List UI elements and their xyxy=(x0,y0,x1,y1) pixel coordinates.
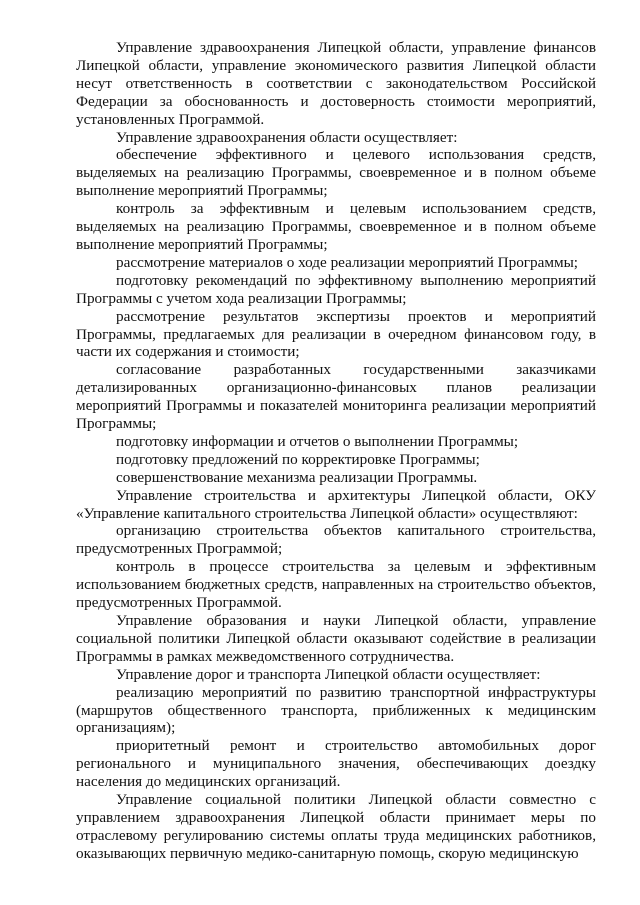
list-item: контроль в процессе строительства за целевым и эффективным использованием бюджетных средств, направленных на строительство объектов, предусмотренных Программой. xyxy=(76,558,596,612)
list-item: подготовку рекомендаций по эффективному выполнению мероприятий Программы с учетом хода реализации Программы; xyxy=(76,271,596,307)
list-item: совершенствование механизма реализации Программы. xyxy=(116,468,478,486)
list-item: рассмотрение материалов о ходе реализации мероприятий Программы; xyxy=(116,253,579,271)
paragraph-education-dept: Управление образования и науки Липецкой области, управление социальной политики Липецкой области оказывают содействие в реализации Программы в рамках межведомственного сотрудничества. xyxy=(76,612,596,665)
list-item: организацию строительства объектов капитального строительства, предусмотренных Программой; xyxy=(76,522,596,558)
paragraph-transport-dept-intro: Управление дорог и транспорта Липецкой области осуществляет: xyxy=(116,665,541,683)
paragraph-responsibility: Управление здравоохранения Липецкой области, управление финансов Липецкой области, управление экономического развития Липецкой области несут ответственность в соответствии с законодательством Российской Федерации за обоснованность и достоверность стоимости мероприятий, установленных Программой. xyxy=(76,39,596,128)
list-item: рассмотрение результатов экспертизы проектов и мероприятий Программы, предлагаемых для реализации в очередном финансовом году, в части их содержания и стоимости; xyxy=(76,307,596,361)
paragraph-social-policy-dept: Управление социальной политики Липецкой области совместно с управлением здравоохранения Липецкой области принимает меры по отраслевому регулированию системы оплаты труда медицинских работников, оказывающих первичную медико-санитарную помощь, скорую медицинскую xyxy=(76,791,596,862)
list-item: обеспечение эффективного и целевого использования средств, выделяемых на реализацию Программы, своевременное и в полном объеме выполнение мероприятий Программы; xyxy=(76,146,596,200)
list-item: реализацию мероприятий по развитию транспортной инфраструктуры (маршрутов общественного транспорта, приближенных к медицинским организациям); xyxy=(76,683,596,737)
document-page xyxy=(76,39,596,863)
list-item: контроль за эффективным и целевым использованием средств, выделяемых на реализацию Программы, своевременное и в полном объеме выполнение мероприятий Программы; xyxy=(76,200,596,253)
list-item: подготовку информации и отчетов о выполнении Программы; xyxy=(116,432,519,450)
list-item: согласование разработанных государственными заказчиками детализированных организационно-финансовых планов реализации мероприятий Программы и показателей мониторинга реализации мероприятий Программы; xyxy=(76,361,596,433)
paragraph-health-dept-intro: Управление здравоохранения области осуществляет: xyxy=(116,128,458,146)
list-item: подготовку предложений по корректировке Программы; xyxy=(116,450,480,468)
list-item: приоритетный ремонт и строительство автомобильных дорог регионального и муниципального значения, обеспечивающих доездку населения до медицинских организаций. xyxy=(76,737,596,791)
paragraph-construction-dept-intro: Управление строительства и архитектуры Липецкой области, ОКУ «Управление капитального строительства Липецкой области» осуществляют: xyxy=(76,486,596,522)
